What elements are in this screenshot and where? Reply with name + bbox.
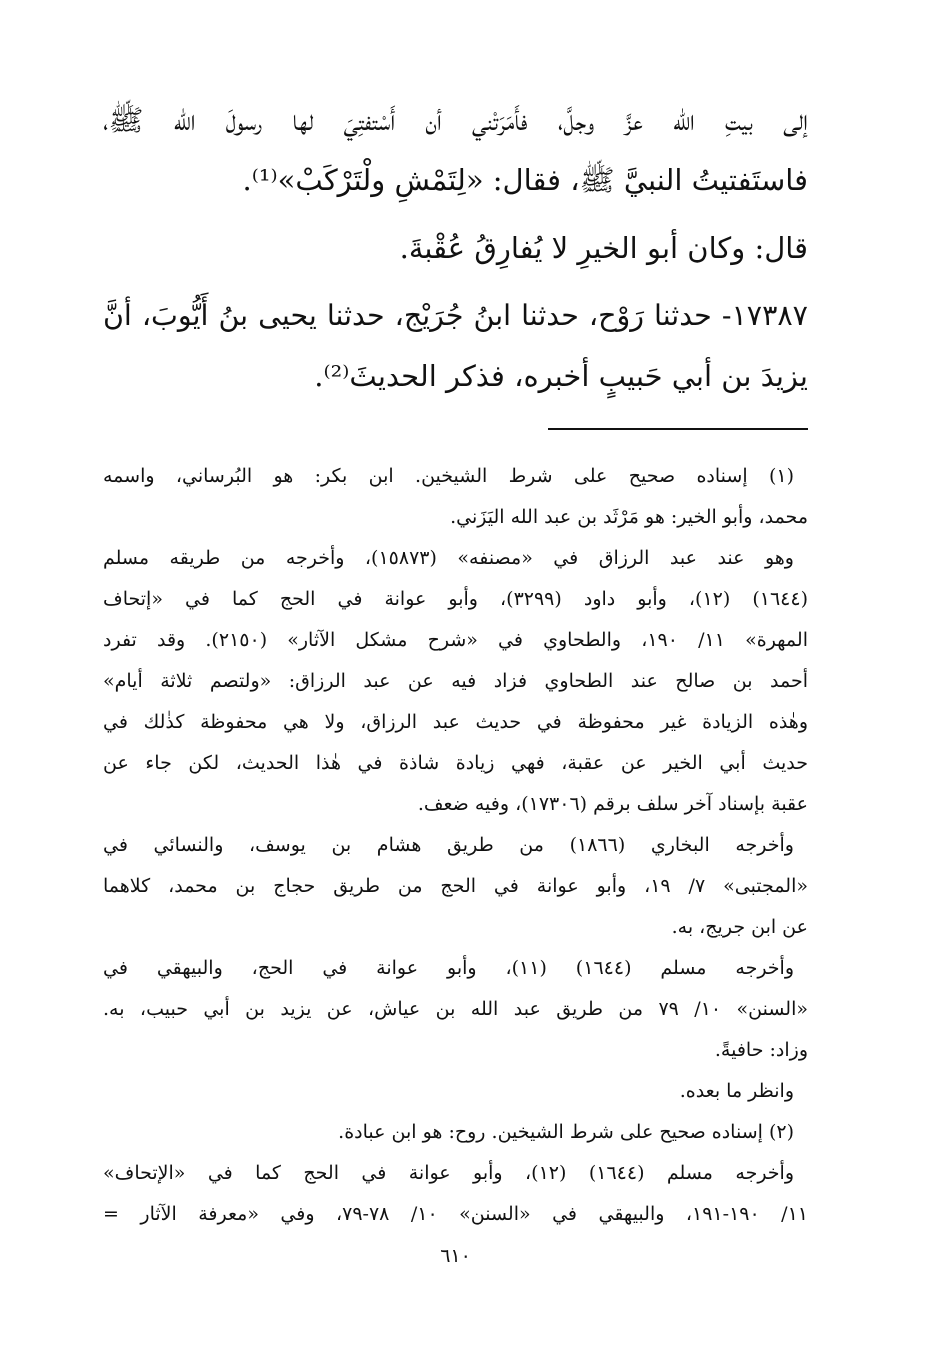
footnote-line-6: أحمد بن صالح عند الطحاوي فزاد فيه عن عبد الرزاق: «ولتصم ثلاثة أيام»: [103, 670, 808, 692]
footnote-line-12: عن ابن جريج، به.: [671, 916, 808, 938]
footnote-line-11: «المجتبى» ٧/ ١٩، وأبو عوانة في الحج من طريق حجاج بن محمد، كلاهما: [103, 875, 808, 897]
footnote-line-13: وأخرجه مسلم (١٦٤٤) (١١)، وأبو عوانة في الحج، والبيهقي في: [103, 957, 795, 979]
footnote-line-1: (١) إسناده صحيح على شرط الشيخين. ابن بكر: هو البُرساني، واسمه: [103, 465, 794, 487]
footnote-line-9: عقبة بإسناد آخر سلف برقم (١٧٣٠٦)، وفيه ضعف.: [417, 793, 808, 815]
footnote-line-19: ١١/ ١٩٠-١٩١، والبيهقي في «السنن» ١٠/ ٧٨-٧٩، وفي «معرفة الآثار =: [103, 1203, 808, 1225]
footnote-line-4: (١٦٤٤) (١٢)، وأبو داود (٣٢٩٩)، وأبو عوانة في الحج كما في «إتحاف: [103, 588, 808, 610]
footnote-line-14: «السنن» ١٠/ ٧٩ من طريق عبد الله بن عياش، عن يزيد بن أبي حبيب، به.: [103, 998, 808, 1020]
main-text-line-5: يزيدَ بن أبي حَبيبٍ أخبره، فذكر الحديثَ⁽²⁾.: [314, 359, 808, 393]
main-text-line-2: فاستَفتيتُ النبيَّ ﷺ، فقال: «لِتَمْشِ ولْتَرْكَبْ»⁽¹⁾.: [242, 163, 808, 197]
footnote-line-7: وهٰذه الزيادة غير محفوظة في حديث عبد الرزاق، ولا هي محفوظة كذٰلك في: [103, 711, 808, 733]
main-text-line-3: قال: وكان أبو الخيرِ لا يُفارِقُ عُقْبةَ.: [399, 231, 808, 265]
footnote-line-16: وانظر ما بعده.: [679, 1080, 794, 1102]
main-text-line-4: ١٧٣٨٧- حدثنا رَوْح، حدثنا ابنُ جُرَيْج، حدثنا يحيى بنُ أَيُّوبَ، أنَّ: [103, 299, 808, 332]
footnote-line-5: المهرة» ١١/ ١٩٠، والطحاوي في «شرح مشكل الآثار» (٢١٥٠). وقد تفرد: [103, 629, 808, 651]
book-page: [103, 90, 808, 1340]
main-text-line-1: إلى بيتِ الله عزَّ وجلَّ، فأَمَرَتْني أن أَسْتفتِيَ لها رسولَ الله ﷺ،: [103, 103, 808, 137]
footnote-line-18: وأخرجه مسلم (١٦٤٤) (١٢)، وأبو عوانة في الحج كما في «الإتحاف»: [103, 1162, 794, 1184]
page-number: ٦١٠: [440, 1245, 471, 1267]
footnote-line-8: حديث أبي الخير عن عقبة، فهي زيادة شاذة في هٰذا الحديث، لكن جاء عن: [103, 752, 808, 774]
footnote-line-10: وأخرجه البخاري (١٨٦٦) من طريق هشام بن يوسف، والنسائي في: [103, 834, 794, 856]
footnote-separator: [548, 428, 808, 430]
footnote-line-15: وزاد: حافيةً.: [714, 1039, 808, 1061]
footnote-line-2: محمد، وأبو الخير: هو مَرْثَد بن عبد الله اليَزَني.: [450, 506, 808, 528]
footnote-line-17: (٢) إسناده صحيح على شرط الشيخين. روح: هو ابن عبادة.: [338, 1121, 794, 1143]
footnote-line-3: وهو عند عبد الرزاق في «مصنفه» (١٥٨٧٣)، وأخرجه من طريقه مسلم: [103, 547, 794, 569]
